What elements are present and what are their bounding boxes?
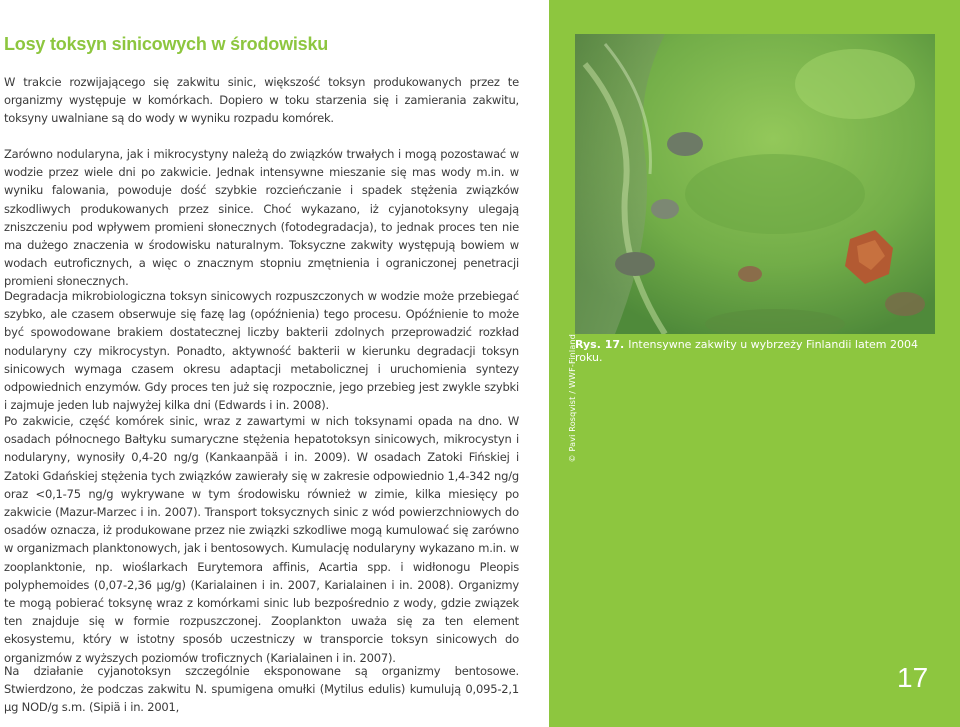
photo-credit-text: © Pavi Rosqvist / WWF-Finland [568,334,577,463]
algae-bloom-image [575,34,935,334]
figure-caption [575,338,935,364]
paragraph-1: W trakcie rozwijającego się zakwitu sinic, większość toksyn produkowanych przez te organizmy występuje w komórkach. Dopiero w toku starzenia się i zamierania zakwitu, toksyny uwalniane są do wody w wyniku rozpadu komórek. [4,75,519,126]
section-heading: Losy toksyn sinicowych w środowisku [4,34,329,54]
figure-caption-text: Intensywne zakwity u wybrzeży Finlandii latem 2004 roku. [575,338,919,364]
photo-credit [556,334,577,634]
paragraph-2: Zarówno nodularyna, jak i mikrocystyny należą do związków trwałych i mogą pozostawać w wodzie przez wiele dni po zakwicie. Jednak intensywne mieszanie się mas wody m.in. w wyniku falowania, powoduje dość szybkie rozcieńczanie i spadek stężenia związków szkodliwych produkowanych przez sinice. Choć wykazano, iż cyjanotoksyny ulegają zniszczeniu pod wpływem promieni słonecznych (fotodegradacja), to jednak proces ten nie ma dużego znaczenia w środowisku naturalnym. Toksyczne zakwity występują bowiem w wodach eutroficznych, a więc o znacznym stopniu zmętnienia i ograniczonej penetracji promieni słonecznych. [4,147,519,289]
paragraph-5: Na działanie cyjanotoksyn szczególnie eksponowane są organizmy bentosowe. Stwierdzono, że podczas zakwitu N. spumigena omułki (Mytilus edulis) kumulują 0,095-2,1 µg NOD/g s.m. (Sipiä i in. 2001, [4,664,519,715]
paragraph-4: Po zakwicie, część komórek sinic, wraz z zawartymi w nich toksynami opada na dno. W osadach północnego Bałtyku sumaryczne stężenia hepatotoksyn sinicowych, mikrocystyn i nodularyny, wynosiły 0,4-20 ng/g (Kankaanpää i in. 2009). W osadach Zatoki Fińskiej i Zatoki Gdańskiej stężenia tych związków zawierały się w zakresie odpowiednio 1,4-342 ng/g oraz <0,1-75 ng/g wykrywane w tym środowisku również w zimie, kilka miesięcy po zakwicie (Mazur-Marzec i in. 2007). Transport toksycznych sinic z wód powierzchniowych do osadów oznacza, iż produkowane przez nie związki szkodliwe mogą kumulować się zarówno w organizmach planktonowych, jak i bentosowych. Kumulację nodularyny wykazano m.in. w zooplanktonie, np. wioślarkach Eurytemora affinis, Acartia spp. i widłonogu Pleopis polyphemoides (0,07-2,36 µg/g) (Karialainen i in. 2007, Karialainen i in. 2008). Organizmy te mogą pobierać toksynę wraz z komórkami sinic lub bezpośrednio z wody, gdzie związek ten znajduje się w formie rozpuszczonej. Zooplankton uważa się za ten element ekosystemu, który w istotny sposób uczestniczy w transporcie toksyn sinicowych do organizmów z wyższych poziomów troficznych (Karialainen i in. 2007). [4,414,519,665]
figure-label: Rys. 17. [575,338,625,351]
algae-bloom-photo [575,34,935,334]
paragraph-3: Degradacja mikrobiologiczna toksyn sinicowych rozpuszczonych w wodzie może przebiegać szybko, ale czasem obserwuje się fazę lag (opóźnienia) tego procesu. Opóźnienie to może być spowodowane brakiem dostatecznej liczby bakterii zdolnych przeprowadzić rozkład nodularyny czy mikrocystyn. Ponadto, aktywność bakterii w kierunku degradacji toksyn sinicowych wymaga czasem okresu adaptacji metabolicznej i uruchomienia syntezy odpowiednich enzymów. Gdy proces ten już się rozpocznie, jego przebieg jest zwykle szybki i zajmuje jeden lub najwyżej kilka dni (Edwards i in. 2008). [4,289,519,413]
page-number: 17 [897,662,929,693]
